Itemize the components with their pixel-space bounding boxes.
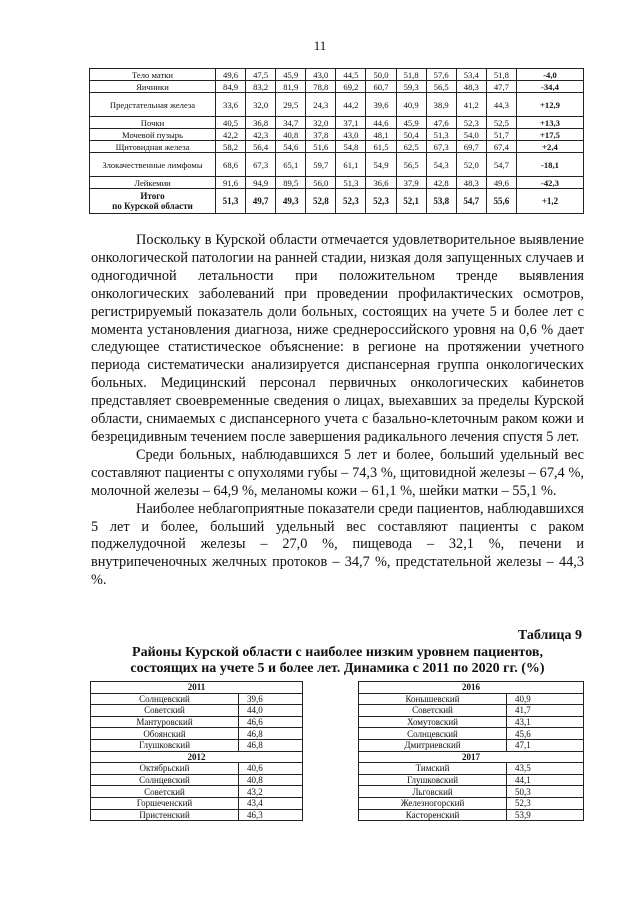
year-value: 49,6	[486, 177, 516, 189]
year-value: 69,2	[336, 81, 366, 93]
column-gap	[303, 786, 359, 798]
total-label-line-1: Итого	[140, 191, 165, 201]
site-name: Предстательная железа	[90, 93, 216, 117]
year-value: 56,5	[396, 153, 426, 177]
year-value: 69,7	[456, 141, 486, 153]
year-value: 40,9	[396, 93, 426, 117]
site-name: Злокачественные лимфомы	[90, 153, 216, 177]
left-value: 44,0	[239, 705, 303, 717]
column-gap	[303, 763, 359, 775]
year-value: 47,5	[246, 69, 276, 81]
right-district: Солнцевский	[359, 728, 507, 740]
year-value: 61,1	[336, 153, 366, 177]
districts-table-body	[91, 682, 584, 821]
total-year-value: 53,8	[426, 189, 456, 214]
right-district: Льговский	[359, 786, 507, 798]
right-value: 50,3	[507, 786, 584, 798]
column-gap	[303, 716, 359, 728]
year-value: 91,6	[216, 177, 246, 189]
paragraph-3: Наиболее неблагоприятные показатели среди пациентов, наблюдавшихся 5 лет и более, больший удельный вес составляют пациенты с раком поджелудочной железы – 27,0 %, пищевода – 32,1 %, печени и внутрипеченочных желчных протоков – 34,7 %, предстательной железы – 44,3 %.	[91, 500, 584, 589]
change-value: +2,4	[516, 141, 583, 153]
left-year: 2011	[91, 682, 303, 694]
table-row	[91, 716, 584, 728]
year-value: 52,0	[456, 153, 486, 177]
right-value: 52,3	[507, 797, 584, 809]
year-value: 48,3	[456, 81, 486, 93]
year-value: 59,7	[306, 153, 336, 177]
year-value: 51,3	[336, 177, 366, 189]
year-value: 54,9	[366, 153, 396, 177]
districts-table	[90, 681, 584, 821]
paragraph-2: Среди больных, наблюдавшихся 5 лет и более, больший удельный вес составляют пациенты с опухолями губы – 74,3 %, щитовидной железы – 67,4 %, молочной железы – 64,9 %, меланомы кожи – 61,1 %, шейки матки – 55,1 %.	[91, 446, 584, 499]
left-year: 2012	[91, 751, 303, 763]
year-value: 51,8	[486, 69, 516, 81]
total-year-value: 49,3	[276, 189, 306, 214]
total-year-value: 52,3	[336, 189, 366, 214]
right-year: 2017	[359, 751, 584, 763]
right-district: Дмитриевский	[359, 739, 507, 751]
left-value: 43,4	[239, 797, 303, 809]
left-district: Октябрьский	[91, 763, 239, 775]
year-value: 53,4	[456, 69, 486, 81]
year-value: 56,0	[306, 177, 336, 189]
site-name: Почки	[90, 117, 216, 129]
year-value: 41,2	[456, 93, 486, 117]
right-district: Хомутовский	[359, 716, 507, 728]
year-value: 94,9	[246, 177, 276, 189]
table-9-label: Таблица 9	[517, 628, 582, 643]
right-district: Советский	[359, 705, 507, 717]
table-row	[90, 69, 584, 81]
column-gap	[303, 739, 359, 751]
right-district: Глушковский	[359, 774, 507, 786]
right-year: 2016	[359, 682, 584, 694]
year-value: 67,3	[426, 141, 456, 153]
year-value: 68,6	[216, 153, 246, 177]
year-value: 89,5	[276, 177, 306, 189]
table-row	[91, 705, 584, 717]
change-value: -34,4	[516, 81, 583, 93]
year-value: 42,2	[216, 129, 246, 141]
year-value: 44,6	[366, 117, 396, 129]
year-value: 44,2	[336, 93, 366, 117]
column-gap	[303, 705, 359, 717]
paragraph-1: Поскольку в Курской области отмечается удовлетворительное выявление онкологической патологии на ранней стадии, низкая доля запущенных случаев и одногодичной летальности при положительном тренде выявления онкологических заболеваний при проведении профилактических осмотров, регистрируемый показатель доли больных, состоящих на учете 5 и более лет с момента установления диагноза, ниже среднероссийского уровня на 0,6 % дает следующее статистическое объяснение: в регионе на протяжении учетного периода систематически анализируется диспансерная группа онкологических больных. Медицинский персонал первичных онкологических кабинетов представляет своевременные сведения о лицах, выехавших за пределы Курской области, снимаемых с диспансерного учета с базально-клеточным раком кожи и безрецидивным течением после завершения радикального лечения спустя 5 лет.	[91, 232, 584, 445]
right-value: 44,1	[507, 774, 584, 786]
left-district: Советский	[91, 705, 239, 717]
table-row	[90, 177, 584, 189]
year-header-row	[91, 751, 584, 763]
year-value: 61,5	[366, 141, 396, 153]
year-value: 49,6	[216, 69, 246, 81]
table-row	[90, 117, 584, 129]
table-row	[90, 141, 584, 153]
column-gap	[303, 682, 359, 694]
right-district: Тимский	[359, 763, 507, 775]
year-value: 45,9	[276, 69, 306, 81]
left-district: Пристенский	[91, 809, 239, 821]
year-value: 51,7	[486, 129, 516, 141]
year-value: 42,3	[246, 129, 276, 141]
year-value: 54,8	[336, 141, 366, 153]
table-row	[91, 774, 584, 786]
table-9-title	[90, 645, 585, 677]
table-9-title-line-2: состоящих на учете 5 и более лет. Динамика с 2011 по 2020 гг. (%)	[130, 661, 545, 676]
total-label-line-2: по Курской области	[112, 201, 193, 211]
year-value: 51,6	[306, 141, 336, 153]
year-value: 33,6	[216, 93, 246, 117]
table-row	[90, 81, 584, 93]
year-value: 62,5	[396, 141, 426, 153]
left-district: Глушковский	[91, 739, 239, 751]
left-value: 40,6	[239, 763, 303, 775]
year-value: 67,3	[246, 153, 276, 177]
year-value: 54,6	[276, 141, 306, 153]
left-value: 46,6	[239, 716, 303, 728]
year-value: 81,9	[276, 81, 306, 93]
year-value: 78,8	[306, 81, 336, 93]
right-district: Конышевский	[359, 693, 507, 705]
year-value: 37,8	[306, 129, 336, 141]
total-year-value: 52,3	[366, 189, 396, 214]
left-value: 39,6	[239, 693, 303, 705]
left-district: Советский	[91, 786, 239, 798]
year-value: 32,0	[246, 93, 276, 117]
total-change-value: +1,2	[516, 189, 583, 214]
body-text	[91, 232, 584, 590]
page-number: 11	[313, 38, 327, 53]
total-year-value: 49,7	[246, 189, 276, 214]
year-value: 43,0	[336, 129, 366, 141]
year-header-row	[91, 682, 584, 694]
column-gap	[303, 797, 359, 809]
right-value: 40,9	[507, 693, 584, 705]
year-value: 39,6	[366, 93, 396, 117]
table-row	[90, 129, 584, 141]
change-value: +12,9	[516, 93, 583, 117]
year-value: 57,6	[426, 69, 456, 81]
year-value: 52,5	[486, 117, 516, 129]
year-value: 83,2	[246, 81, 276, 93]
right-value: 53,9	[507, 809, 584, 821]
year-value: 51,3	[426, 129, 456, 141]
change-value: -18,1	[516, 153, 583, 177]
change-value: +13,3	[516, 117, 583, 129]
left-value: 40,8	[239, 774, 303, 786]
column-gap	[303, 693, 359, 705]
right-value: 43,1	[507, 716, 584, 728]
year-value: 52,3	[456, 117, 486, 129]
left-value: 46,8	[239, 728, 303, 740]
total-label	[90, 189, 216, 214]
site-name: Лейкемии	[90, 177, 216, 189]
year-value: 40,5	[216, 117, 246, 129]
site-name: Щитовидная железа	[90, 141, 216, 153]
year-value: 24,3	[306, 93, 336, 117]
right-value: 41,7	[507, 705, 584, 717]
right-value: 43,5	[507, 763, 584, 775]
right-value: 45,6	[507, 728, 584, 740]
column-gap	[303, 809, 359, 821]
table-row	[90, 93, 584, 117]
table-row	[91, 693, 584, 705]
year-value: 59,3	[396, 81, 426, 93]
survival-table	[89, 68, 584, 214]
total-row	[90, 189, 584, 214]
table-row	[90, 153, 584, 177]
table-9-title-line-1: Районы Курской области с наиболее низким уровнем пациентов,	[132, 645, 543, 660]
year-value: 40,8	[276, 129, 306, 141]
year-value: 44,5	[336, 69, 366, 81]
left-district: Горшеченский	[91, 797, 239, 809]
year-value: 32,0	[306, 117, 336, 129]
left-value: 46,8	[239, 739, 303, 751]
table-row	[91, 809, 584, 821]
table-row	[91, 763, 584, 775]
year-value: 54,3	[426, 153, 456, 177]
change-value: -42,3	[516, 177, 583, 189]
change-value: +17,5	[516, 129, 583, 141]
table-row	[91, 728, 584, 740]
table-row	[91, 797, 584, 809]
left-district: Обоянский	[91, 728, 239, 740]
year-value: 29,5	[276, 93, 306, 117]
left-value: 43,2	[239, 786, 303, 798]
right-district: Касторенский	[359, 809, 507, 821]
year-value: 50,0	[366, 69, 396, 81]
change-value: -4,0	[516, 69, 583, 81]
year-value: 44,3	[486, 93, 516, 117]
year-value: 47,6	[426, 117, 456, 129]
total-year-value: 52,8	[306, 189, 336, 214]
left-district: Мантуровский	[91, 716, 239, 728]
year-value: 48,1	[366, 129, 396, 141]
table-row	[91, 739, 584, 751]
year-value: 84,9	[216, 81, 246, 93]
year-value: 50,4	[396, 129, 426, 141]
column-gap	[303, 751, 359, 763]
site-name: Мочевой пузырь	[90, 129, 216, 141]
year-value: 60,7	[366, 81, 396, 93]
year-value: 56,5	[426, 81, 456, 93]
year-value: 36,6	[366, 177, 396, 189]
total-year-value: 51,3	[216, 189, 246, 214]
year-value: 42,8	[426, 177, 456, 189]
year-value: 43,0	[306, 69, 336, 81]
survival-table-body	[90, 69, 584, 214]
year-value: 45,9	[396, 117, 426, 129]
column-gap	[303, 774, 359, 786]
site-name: Тело матки	[90, 69, 216, 81]
table-row	[91, 786, 584, 798]
left-district: Солнцевский	[91, 693, 239, 705]
right-value: 47,1	[507, 739, 584, 751]
column-gap	[303, 728, 359, 740]
year-value: 47,7	[486, 81, 516, 93]
year-value: 38,9	[426, 93, 456, 117]
year-value: 34,7	[276, 117, 306, 129]
total-year-value: 54,7	[456, 189, 486, 214]
total-year-value: 52,1	[396, 189, 426, 214]
left-value: 46,3	[239, 809, 303, 821]
right-district: Железногорский	[359, 797, 507, 809]
site-name: Яичники	[90, 81, 216, 93]
year-value: 37,1	[336, 117, 366, 129]
year-value: 37,9	[396, 177, 426, 189]
year-value: 48,3	[456, 177, 486, 189]
year-value: 36,8	[246, 117, 276, 129]
year-value: 67,4	[486, 141, 516, 153]
year-value: 51,8	[396, 69, 426, 81]
year-value: 58,2	[216, 141, 246, 153]
year-value: 54,0	[456, 129, 486, 141]
total-year-value: 55,6	[486, 189, 516, 214]
year-value: 56,4	[246, 141, 276, 153]
year-value: 65,1	[276, 153, 306, 177]
left-district: Солнцевский	[91, 774, 239, 786]
year-value: 54,7	[486, 153, 516, 177]
